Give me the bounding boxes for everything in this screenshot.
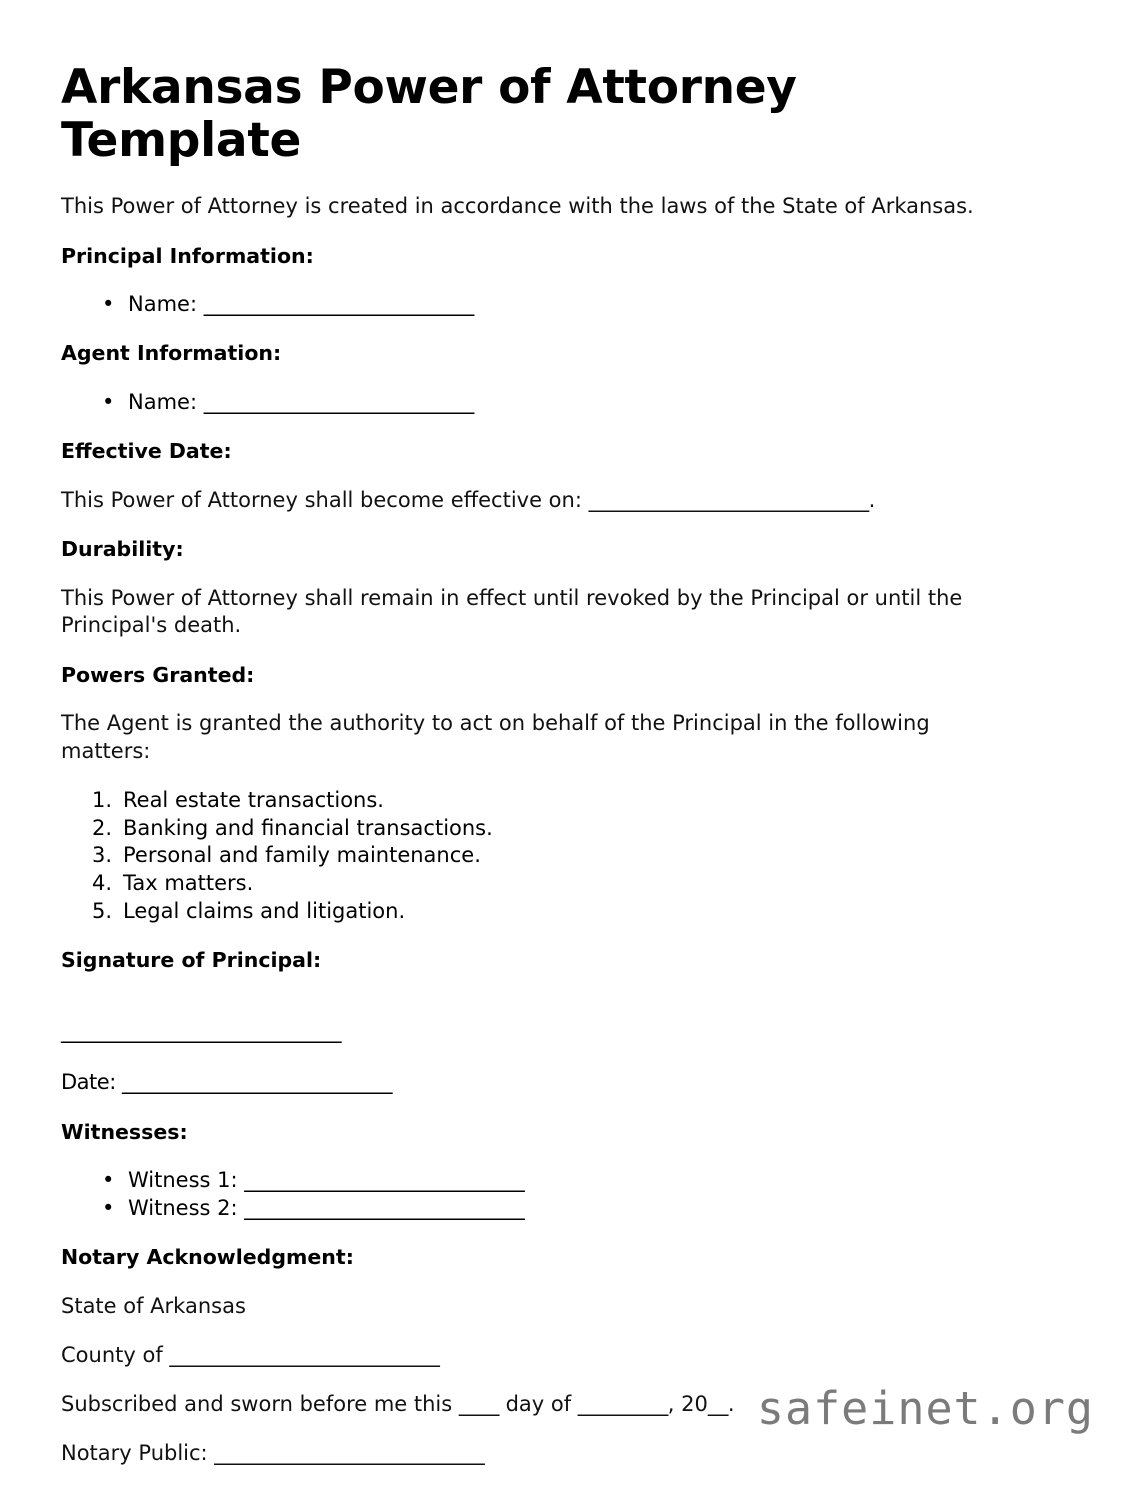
notary-day-blank[interactable]: ____ <box>458 1392 499 1417</box>
list-item: Personal and family maintenance. <box>123 843 481 868</box>
list-item <box>98 291 1021 318</box>
section-heading-principal-information: Principal Information: <box>61 243 314 268</box>
principal-name-label: Name: <box>128 292 204 317</box>
section-heading-witnesses: Witnesses: <box>61 1119 188 1144</box>
notary-county-blank[interactable]: ___________________________ <box>169 1342 440 1367</box>
effective-date-paragraph <box>61 487 1021 514</box>
list-item: Tax matters. <box>123 870 254 895</box>
notary-sworn-text-2: day of <box>498 1392 578 1417</box>
section-heading-effective-date: Effective Date: <box>61 439 232 464</box>
principal-date-label: Date: <box>61 1070 122 1095</box>
intro-paragraph: This Power of Attorney is created in accordance with the laws of the State of Arkansas. <box>61 194 974 219</box>
section-heading-signature-of-principal: Signature of Principal: <box>61 948 322 973</box>
page-title: Arkansas Power of Attorney Template <box>61 60 797 168</box>
list-item <box>98 1195 1021 1222</box>
agent-name-blank[interactable]: ___________________________ <box>203 390 474 415</box>
notary-sworn-text-4: . <box>727 1392 735 1417</box>
witness-2-label: Witness 2: <box>128 1195 245 1220</box>
notary-sworn-text-3: , 20 <box>667 1392 708 1417</box>
notary-public-blank[interactable]: ___________________________ <box>214 1441 485 1466</box>
agent-name-label: Name: <box>128 390 204 415</box>
section-heading-notary-acknowledgment: Notary Acknowledgment: <box>61 1244 354 1269</box>
effective-date-text: This Power of Attorney shall become effective on: <box>61 488 589 513</box>
witness-1-label: Witness 1: <box>128 1168 245 1193</box>
powers-intro-paragraph: The Agent is granted the authority to act on behalf of the Principal in the following matters: <box>61 711 930 763</box>
notary-county-label: County of <box>61 1342 170 1367</box>
document-content <box>61 62 1021 1490</box>
effective-date-period: . <box>868 488 876 513</box>
watermark: safeinet.org <box>756 1382 1094 1435</box>
durability-paragraph: This Power of Attorney shall remain in effect until revoked by the Principal or until the Principal's death. <box>61 586 963 638</box>
list-item: Legal claims and litigation. <box>123 898 406 923</box>
principal-date-row <box>61 1069 1021 1096</box>
effective-date-blank[interactable]: ____________________________ <box>588 488 869 513</box>
section-heading-durability: Durability: <box>61 537 184 562</box>
principal-information-list <box>61 291 1021 318</box>
notary-public-row <box>61 1440 1021 1467</box>
witness-1-blank[interactable]: ____________________________ <box>244 1168 525 1193</box>
list-item <box>98 389 1021 416</box>
agent-information-list <box>61 389 1021 416</box>
witness-2-blank[interactable]: ____________________________ <box>244 1195 525 1220</box>
list-item: Real estate transactions. <box>123 787 384 812</box>
list-item <box>98 1167 1021 1194</box>
principal-signature-blank[interactable]: ____________________________ <box>61 1019 341 1044</box>
notary-month-blank[interactable]: _________ <box>577 1392 668 1417</box>
powers-granted-list <box>61 787 1021 926</box>
section-heading-agent-information: Agent Information: <box>61 341 282 366</box>
notary-public-label: Notary Public: <box>61 1441 215 1466</box>
principal-name-blank[interactable]: ___________________________ <box>203 292 474 317</box>
notary-state-line: State of Arkansas <box>61 1293 246 1318</box>
list-item: Banking and financial transactions. <box>123 815 493 840</box>
section-heading-powers-granted: Powers Granted: <box>61 662 255 687</box>
principal-date-blank[interactable]: ___________________________ <box>121 1070 392 1095</box>
witnesses-list <box>61 1167 1021 1222</box>
notary-county-row <box>61 1342 1021 1369</box>
notary-year-blank[interactable]: __ <box>707 1392 728 1417</box>
notary-sworn-text-1: Subscribed and sworn before me this <box>61 1392 459 1417</box>
